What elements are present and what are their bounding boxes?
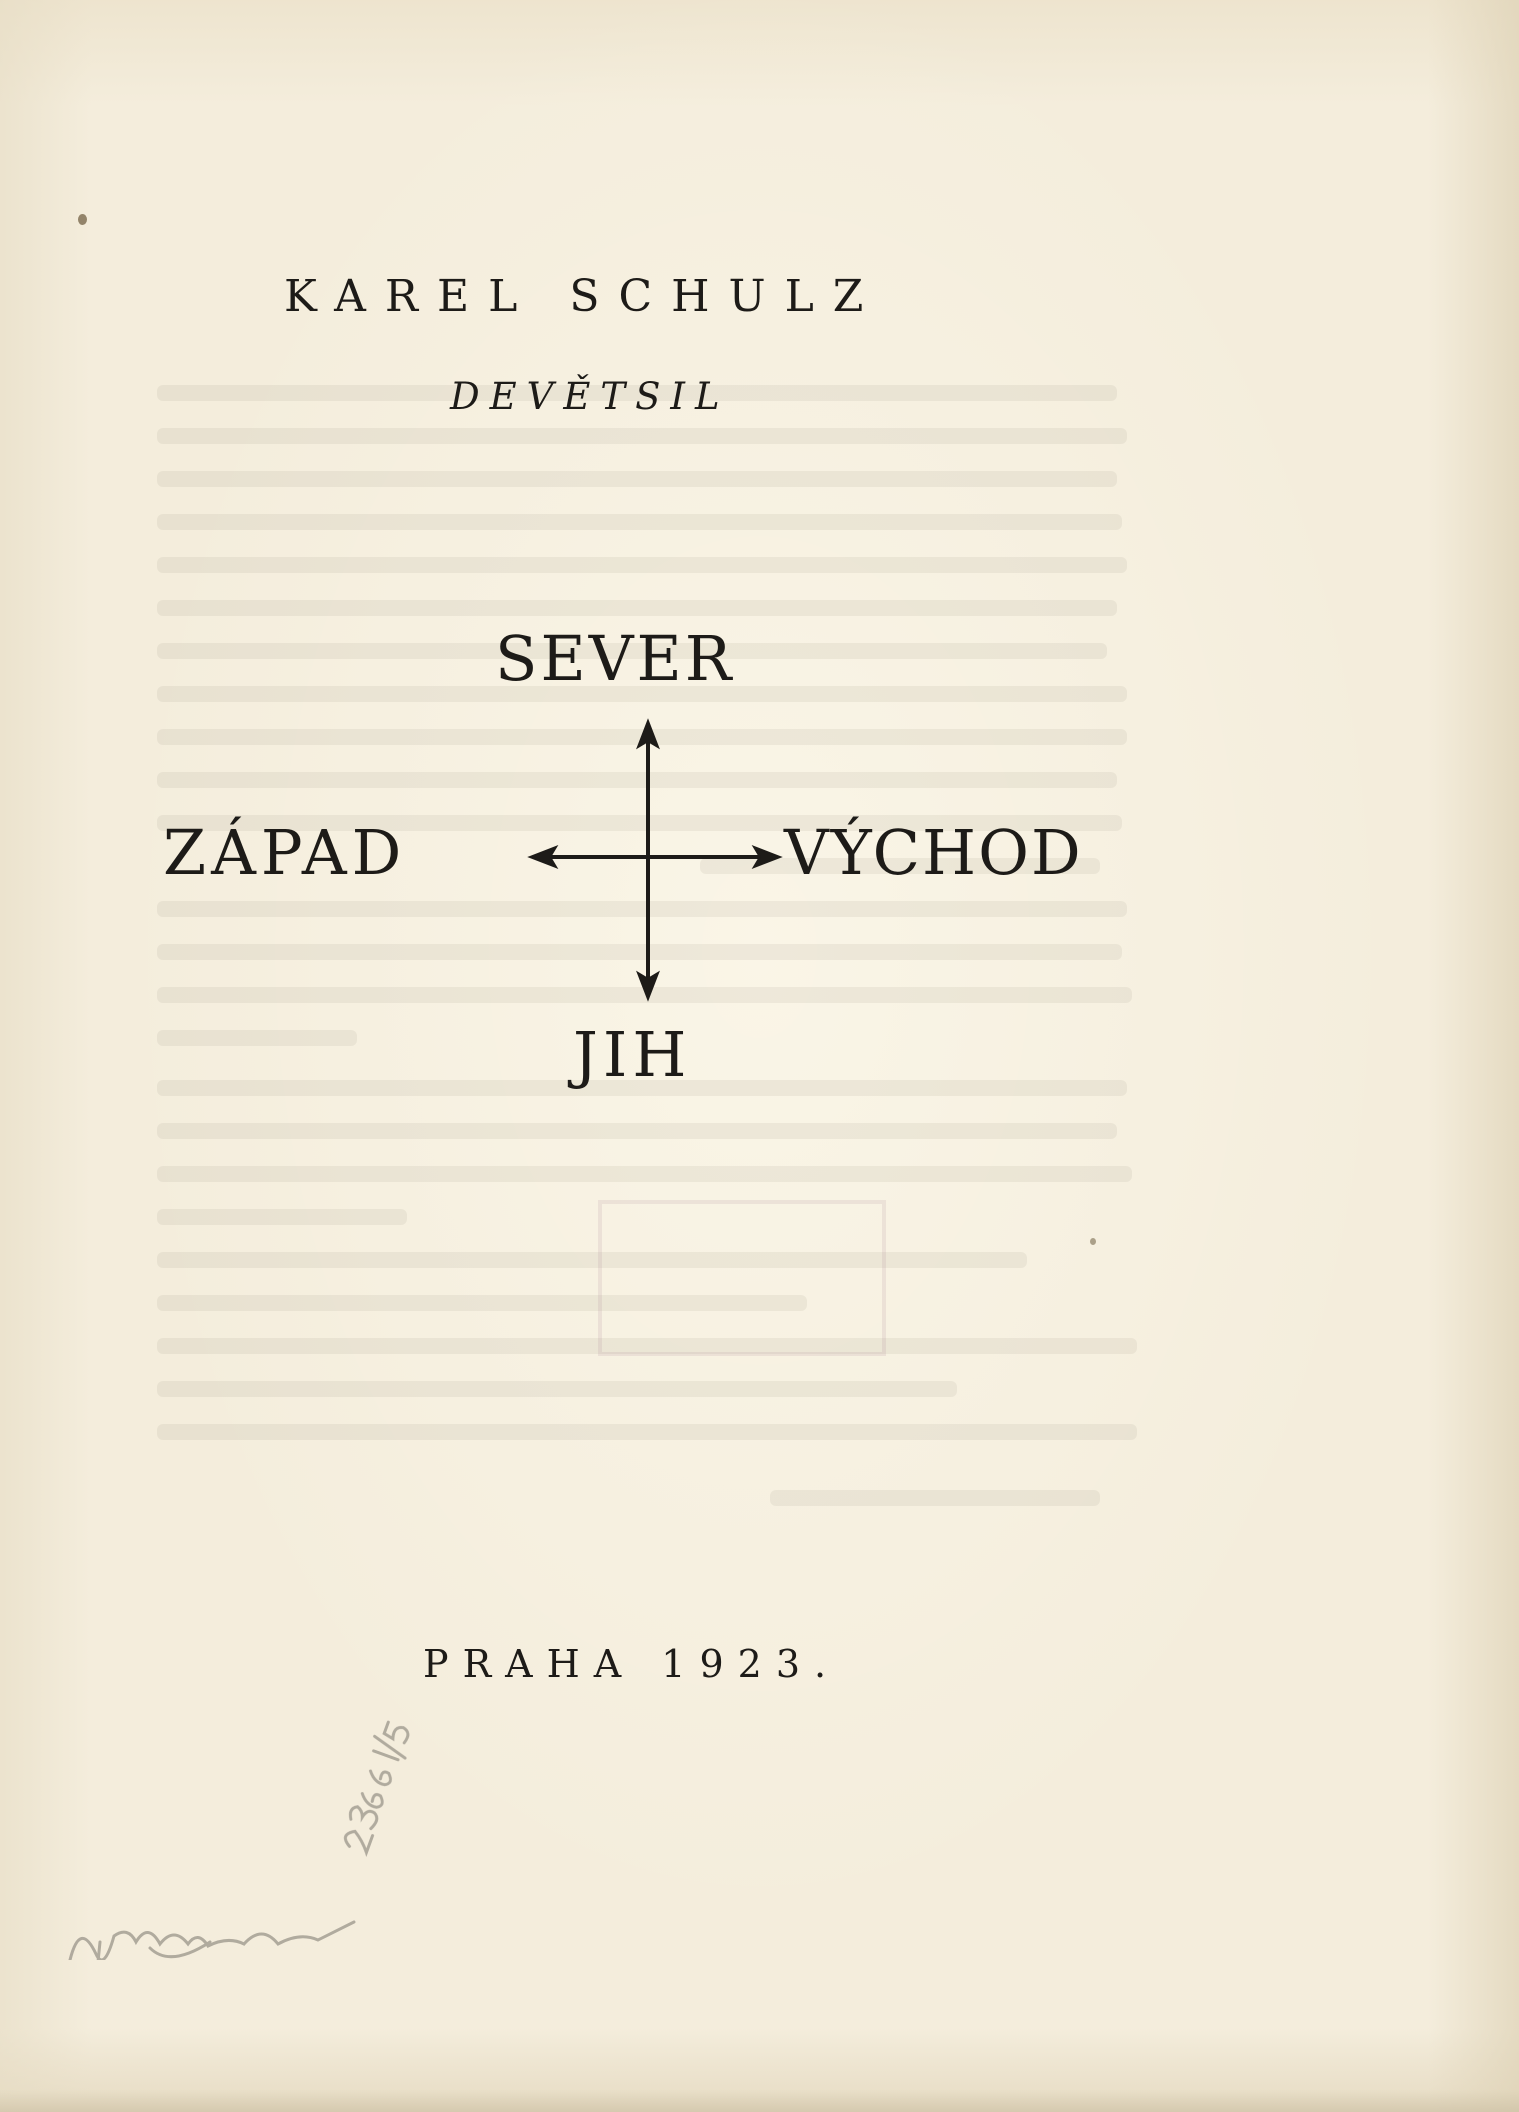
page-bottom-edge: [0, 2090, 1519, 2112]
compass-east-label: VÝCHOD: [784, 816, 1083, 889]
bleed-through-stamp: [598, 1200, 886, 1356]
compass-south-label: JIH: [573, 1018, 692, 1091]
publisher-name: DEVĚTSIL: [450, 375, 730, 418]
paper-speck: [1090, 1238, 1096, 1245]
handwritten-pencil-marks: [40, 1640, 520, 1960]
author-name: KAREL SCHULZ: [284, 271, 883, 322]
compass-west-label: ZÁPAD: [163, 816, 407, 889]
four-way-arrow-icon: [520, 715, 790, 1005]
imprint-place-year: PRAHA 1923.: [423, 1642, 841, 1686]
compass-north-label: SEVER: [495, 622, 735, 695]
paper-speck: [78, 214, 87, 225]
